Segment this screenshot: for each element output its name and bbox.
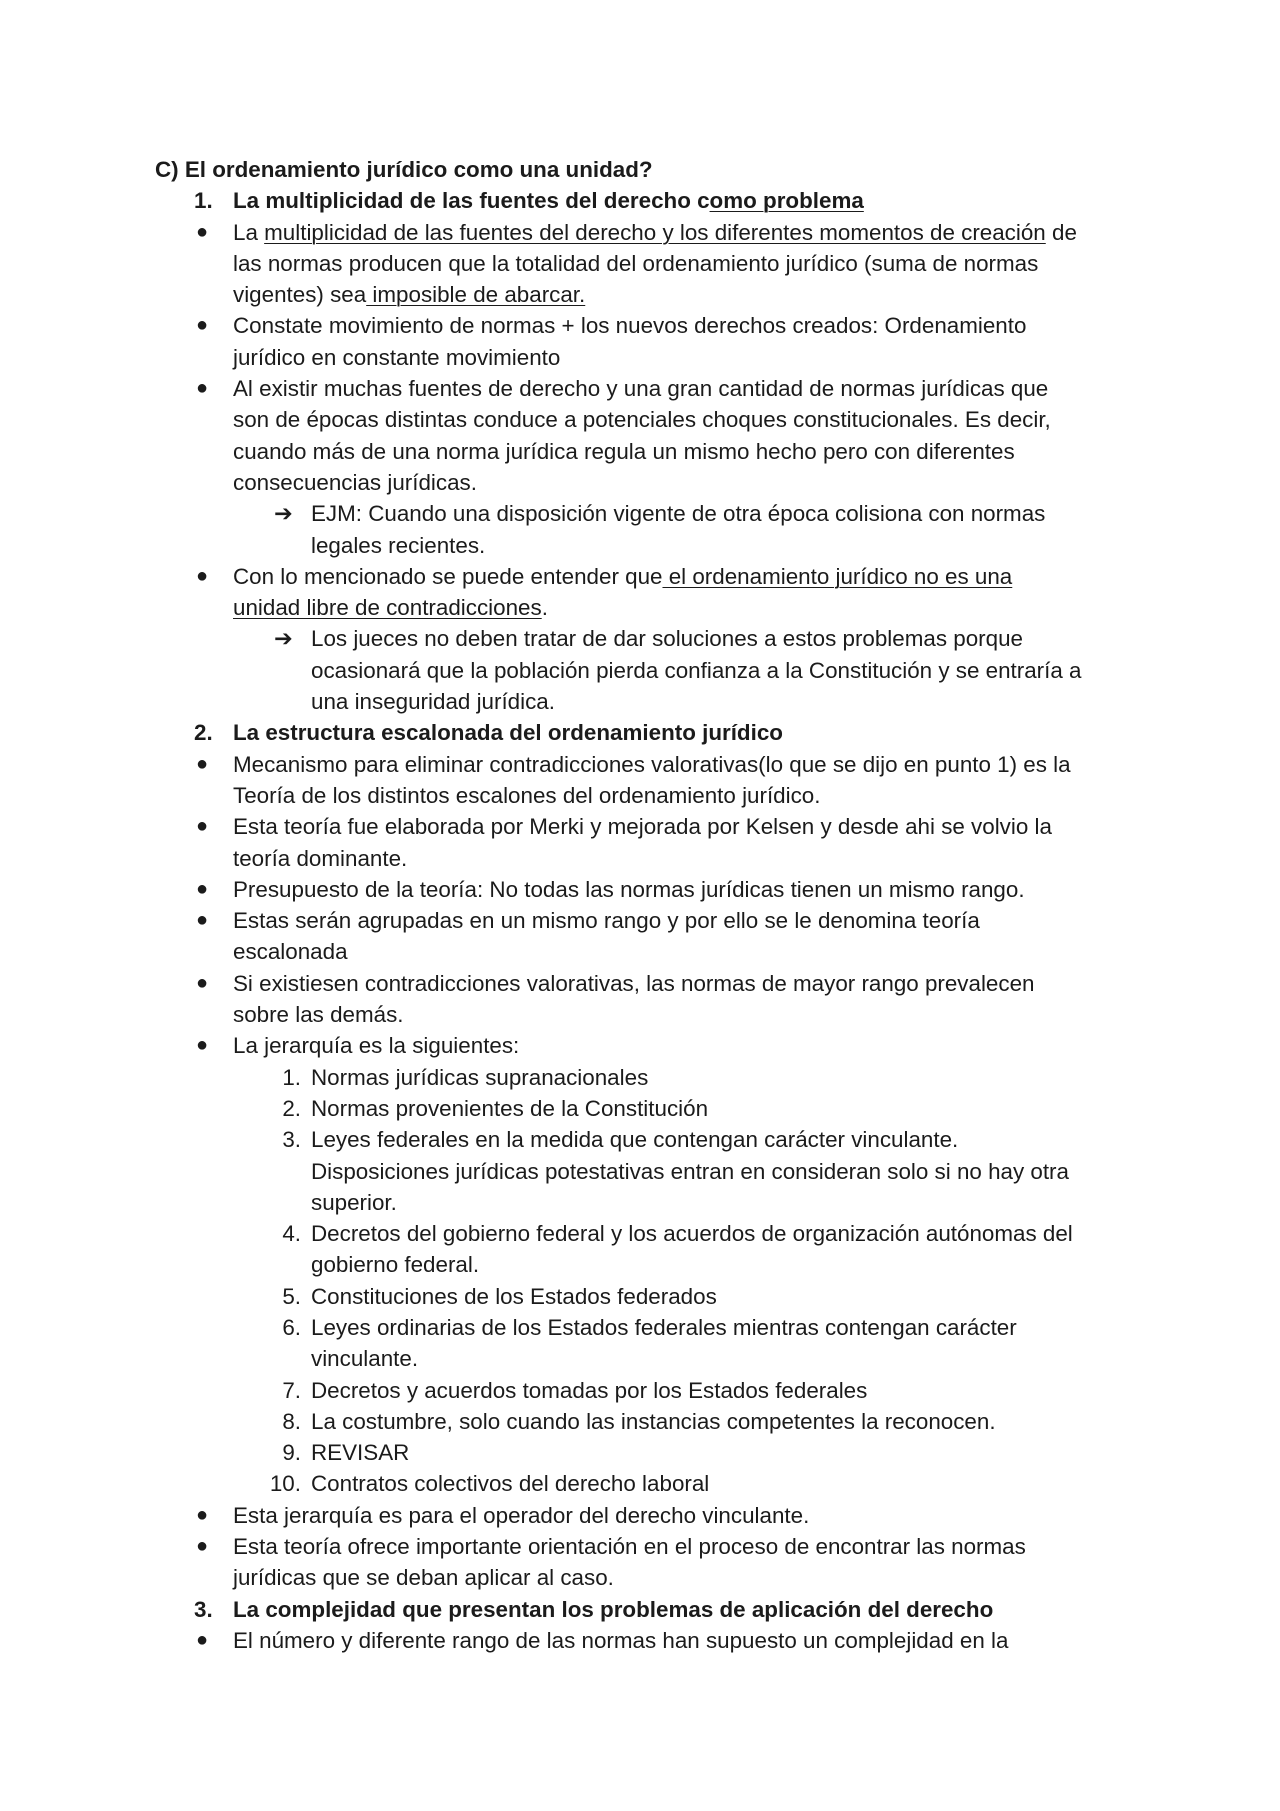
hierarchy-item-continuation	[155, 1249, 1135, 1280]
sub-bullet-continuation: ocasionará que la población pierda confianza a la Constitución y se entraría a	[311, 657, 1082, 683]
hierarchy-text: La costumbre, solo cuando las instancias competentes la reconocen.	[311, 1408, 996, 1434]
heading-number: 2.	[194, 720, 213, 746]
bullet-item	[155, 1531, 1135, 1562]
bullet-dot-icon: ●	[196, 1628, 209, 1651]
hierarchy-text: Constituciones de los Estados federados	[311, 1283, 717, 1309]
hierarchy-text: Normas jurídicas supranacionales	[311, 1064, 649, 1090]
text-run: Constate movimiento de normas + los nuevos derechos creados: Ordenamiento	[233, 313, 1027, 339]
hierarchy-number: 6.	[282, 1314, 301, 1340]
bullet-continuation	[155, 592, 1135, 623]
bullet-dot-icon: ●	[196, 564, 209, 587]
bullet-continuation: jurídicas que se deban aplicar al caso.	[233, 1565, 614, 1591]
text-run: Con lo mencionado se puede entender que	[233, 563, 663, 589]
text-run: La jerarquía es la siguientes:	[233, 1033, 520, 1059]
bullet-dot-icon: ●	[196, 815, 209, 838]
hierarchy-item-continuation	[155, 1343, 1135, 1374]
hierarchy-item	[155, 1375, 1135, 1406]
arrow-right-icon: ➔	[274, 626, 293, 652]
text-run: Presupuesto de la teoría: No todas las normas jurídicas tienen un mismo rango.	[233, 876, 1025, 902]
bullet-continuation: jurídico en constante movimiento	[233, 344, 561, 370]
underlined-text: unidad libre de contradicciones	[233, 595, 542, 621]
hierarchy-item-continuation	[155, 1187, 1135, 1218]
bullet-continuation: escalonada	[233, 939, 348, 965]
bullet-item	[155, 561, 1135, 592]
hierarchy-number: 9.	[282, 1440, 301, 1466]
bullet-item	[155, 874, 1135, 905]
bullet-dot-icon: ●	[196, 752, 209, 775]
bullet-continuation: Teoría de los distintos escalones del ordenamiento jurídico.	[233, 782, 821, 808]
heading-text: La complejidad que presentan los problemas de aplicación del derecho	[233, 1596, 994, 1622]
text-run: Si existiesen contradicciones valorativas, las normas de mayor rango prevalecen	[233, 970, 1035, 996]
heading-2	[155, 717, 1135, 748]
hierarchy-item	[155, 1281, 1135, 1312]
bullet-dot-icon: ●	[196, 1034, 209, 1057]
text-run: Esta teoría ofrece importante orientación en el proceso de encontrar las normas	[233, 1534, 1026, 1560]
bullet-dot-icon: ●	[196, 314, 209, 337]
bullet-item	[155, 749, 1135, 780]
bullet-item	[155, 310, 1135, 341]
bullet-continuation	[155, 279, 1135, 310]
text-run: vigentes) sea	[233, 282, 367, 308]
hierarchy-item-continuation	[155, 1156, 1135, 1187]
bullet-dot-icon: ●	[196, 377, 209, 400]
text-run: La	[233, 219, 265, 245]
text-run: .	[541, 595, 548, 621]
heading-3	[155, 1594, 1135, 1625]
bullet-continuation: teoría dominante.	[233, 845, 408, 871]
bullet-item	[155, 811, 1135, 842]
heading-number: 3.	[194, 1596, 213, 1622]
hierarchy-item	[155, 1437, 1135, 1468]
hierarchy-text: gobierno federal.	[311, 1252, 480, 1278]
hierarchy-text: vinculante.	[311, 1346, 419, 1372]
hierarchy-number: 5.	[282, 1283, 301, 1309]
text-run: Los jueces no deben tratar de dar soluciones a estos problemas porque	[311, 626, 1023, 652]
sub-bullet-item	[155, 498, 1135, 529]
hierarchy-text: Leyes ordinarias de los Estados federales mientras contengan carácter	[311, 1314, 1017, 1340]
bullet-dot-icon: ●	[196, 971, 209, 994]
hierarchy-item	[155, 1468, 1135, 1499]
heading-number: 1.	[194, 188, 213, 214]
bullet-item	[155, 217, 1135, 248]
hierarchy-text: Disposiciones jurídicas potestativas entran en consideran solo si no hay otra	[311, 1158, 1069, 1184]
bullet-item	[155, 905, 1135, 936]
text-run: Mecanismo para eliminar contradicciones valorativas(lo que se dijo en punto 1) es la	[233, 751, 1071, 777]
hierarchy-text: Leyes federales en la medida que contengan carácter vinculante.	[311, 1127, 959, 1153]
text-run: EJM: Cuando una disposición vigente de otra época colisiona con normas	[311, 501, 1046, 527]
hierarchy-list	[155, 1062, 1135, 1500]
heading-text: La estructura escalonada del ordenamiento jurídico	[233, 720, 783, 746]
hierarchy-text: Decretos y acuerdos tomadas por los Estados federales	[311, 1377, 868, 1403]
sub-bullet-continuation: legales recientes.	[311, 532, 486, 558]
text-run: Esta jerarquía es para el operador del derecho vinculante.	[233, 1502, 810, 1528]
sub-bullet-item	[155, 623, 1135, 654]
bullet-continuation: consecuencias jurídicas.	[233, 469, 477, 495]
hierarchy-number: 10.	[269, 1471, 301, 1497]
hierarchy-item	[155, 1406, 1135, 1437]
hierarchy-item	[155, 1312, 1135, 1343]
text-run: de	[1045, 219, 1077, 245]
hierarchy-number: 1.	[282, 1064, 301, 1090]
hierarchy-number: 3.	[282, 1127, 301, 1153]
hierarchy-number: 2.	[282, 1095, 301, 1121]
hierarchy-number: 8.	[282, 1408, 301, 1434]
hierarchy-text: REVISAR	[311, 1440, 410, 1466]
hierarchy-text: Contratos colectivos del derecho laboral	[311, 1471, 710, 1497]
heading-text: La multiplicidad de las fuentes del derecho c	[233, 188, 710, 214]
bullet-continuation: sobre las demás.	[233, 1002, 404, 1028]
text-run: Estas serán agrupadas en un mismo rango y por ello se le denomina teoría	[233, 908, 980, 934]
hierarchy-item	[155, 1093, 1135, 1124]
bullet-dot-icon: ●	[196, 220, 209, 243]
hierarchy-text: Normas provenientes de la Constitución	[311, 1095, 709, 1121]
bullet-dot-icon: ●	[196, 877, 209, 900]
hierarchy-number: 7.	[282, 1377, 301, 1403]
bullet-item	[155, 968, 1135, 999]
bullet-continuation: cuando más de una norma jurídica regula un mismo hecho pero con diferentes	[233, 438, 1015, 464]
text-run: Al existir muchas fuentes de derecho y una gran cantidad de normas jurídicas que	[233, 376, 1049, 402]
hierarchy-text: Decretos del gobierno federal y los acuerdos de organización autónomas del	[311, 1221, 1073, 1247]
bullet-continuation: son de épocas distintas conduce a potenciales choques constitucionales. Es decir,	[233, 407, 1051, 433]
underlined-text: el ordenamiento jurídico no es una	[662, 563, 1013, 589]
bullet-dot-icon: ●	[196, 1503, 209, 1526]
bullet-item	[155, 1030, 1135, 1061]
bullet-continuation: las normas producen que la totalidad del ordenamiento jurídico (suma de normas	[233, 250, 1039, 276]
hierarchy-number: 4.	[282, 1221, 301, 1247]
heading-1	[155, 185, 1135, 216]
bullet-dot-icon: ●	[196, 1535, 209, 1558]
bullet-item	[155, 1625, 1135, 1656]
underlined-text: imposible de abarcar.	[366, 282, 586, 308]
bullet-item	[155, 1500, 1135, 1531]
arrow-right-icon: ➔	[274, 501, 293, 527]
section-title: C) El ordenamiento jurídico como una unidad?	[155, 157, 653, 182]
hierarchy-item	[155, 1218, 1135, 1249]
text-run: Esta teoría fue elaborada por Merki y mejorada por Kelsen y desde ahi se volvio la	[233, 814, 1052, 840]
hierarchy-item	[155, 1124, 1135, 1155]
hierarchy-text: superior.	[311, 1189, 397, 1215]
text-run: El número y diferente rango de las normas han supuesto un complejidad en la	[233, 1627, 1009, 1653]
heading-text-underlined: omo problema	[709, 188, 864, 214]
underlined-text: multiplicidad de las fuentes del derecho y los diferentes momentos de creación	[264, 219, 1046, 245]
document-body	[155, 154, 1135, 1656]
bullet-dot-icon: ●	[196, 909, 209, 932]
bullet-item	[155, 373, 1135, 404]
sub-bullet-continuation: una inseguridad jurídica.	[311, 689, 555, 715]
hierarchy-item	[155, 1062, 1135, 1093]
